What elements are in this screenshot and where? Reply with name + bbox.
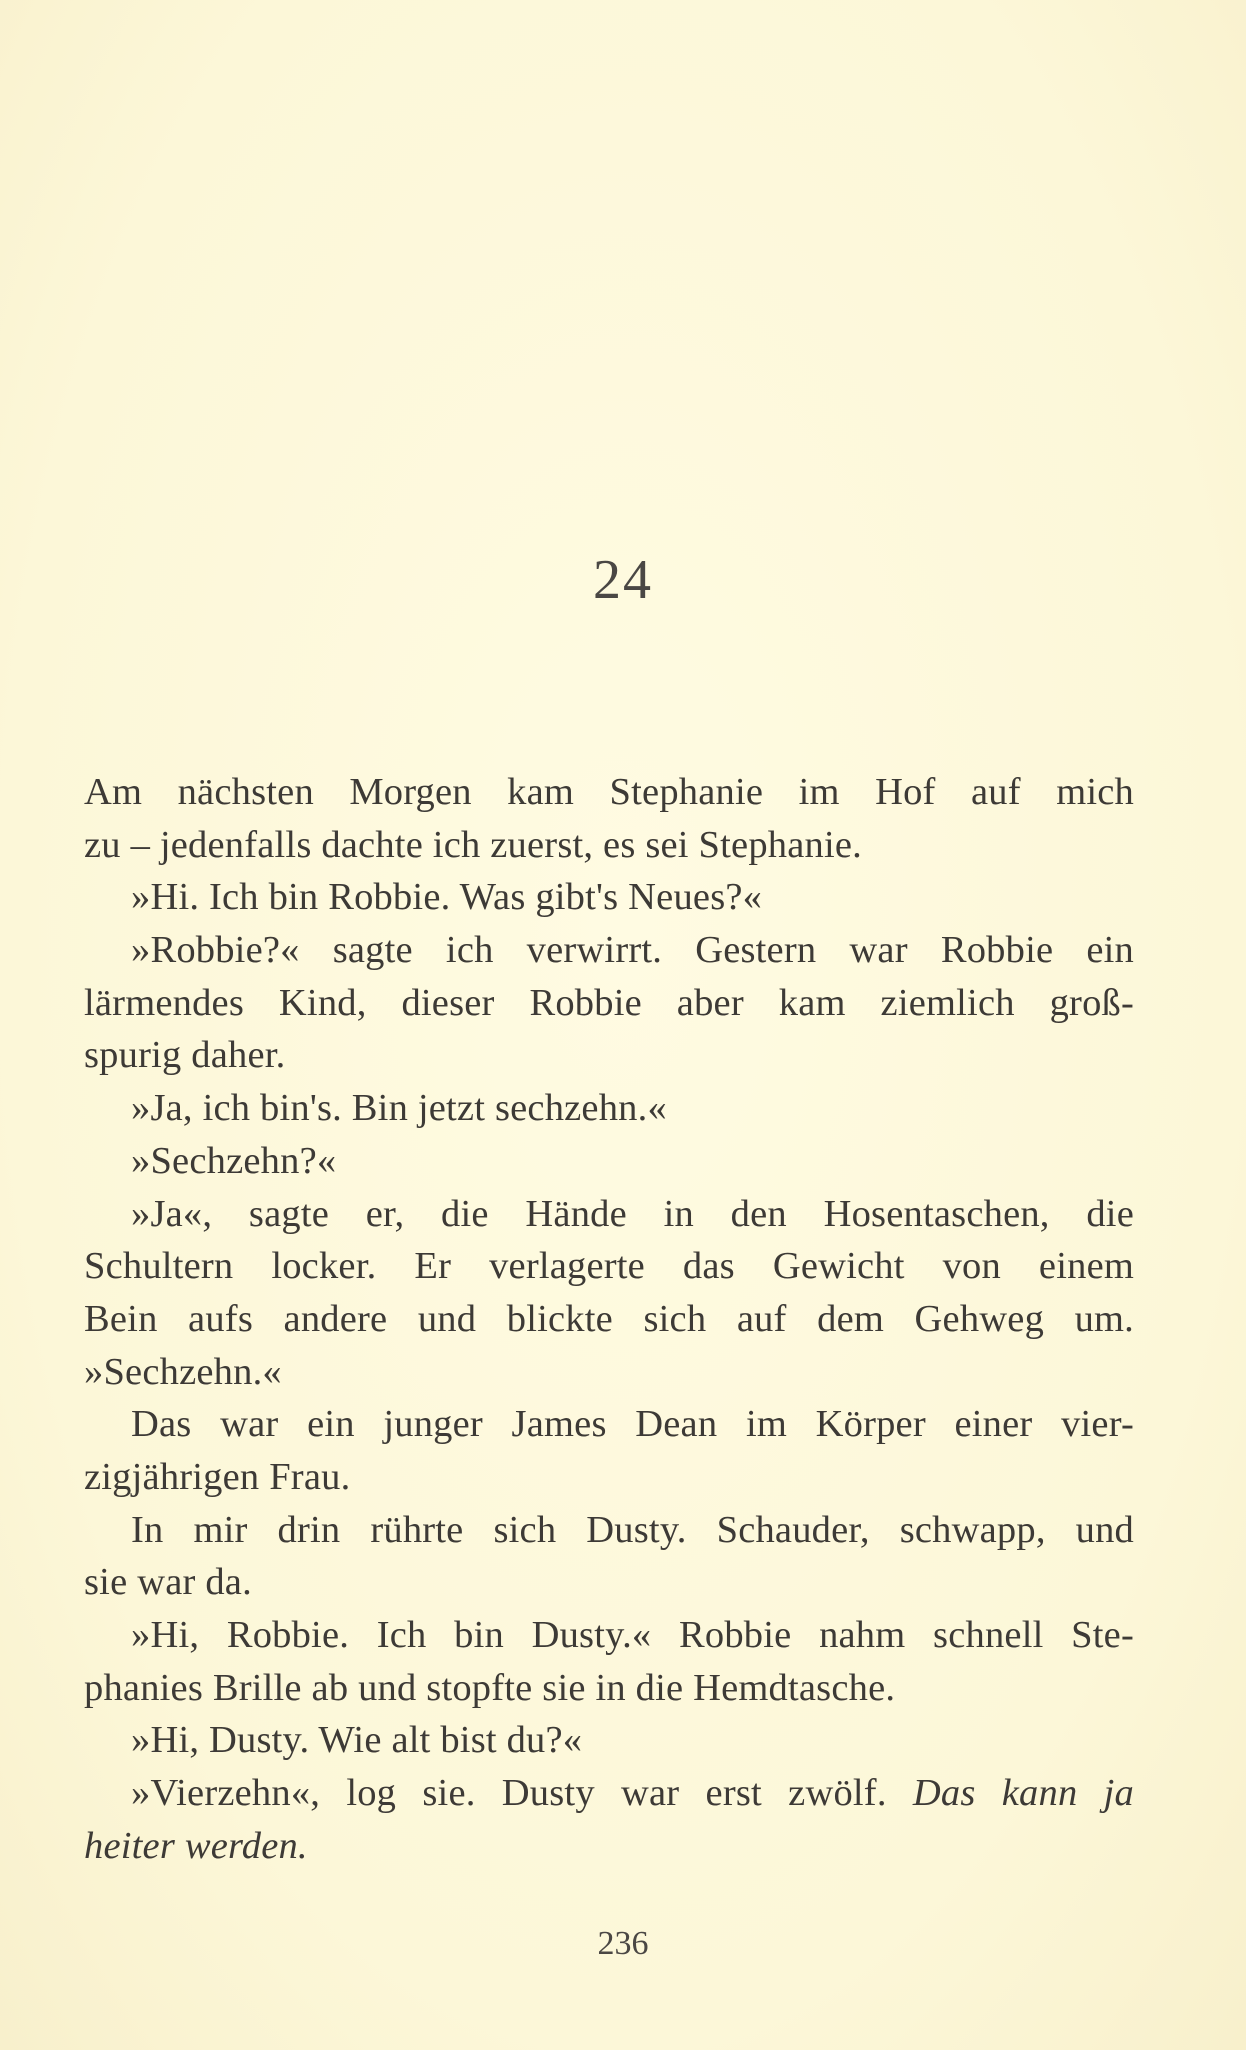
body-text [84,766,1134,1872]
text-line: zigjährigen Frau. [84,1455,351,1498]
text-line: »Ja, ich bin's. Bin jetzt sechzehn.« [131,1087,667,1130]
text-line: zu – jedenfalls dachte ich zuerst, es sei Stephanie. [84,823,862,866]
text-line: »Sechzehn.« [84,1350,282,1393]
chapter-number: 24 [593,549,653,611]
text-line: Am nächsten Morgen kam Stephanie im Hof auf mich [84,771,1134,813]
text-line: Das war ein junger James Dean im Körper einer vier- [131,1403,1134,1446]
text-line: »Hi, Dusty. Wie alt bist du?« [131,1719,583,1762]
text-line: »Ja«, sagte er, die Hände in den Hosentaschen, die [131,1192,1134,1235]
text-line: »Hi, Robbie. Ich bin Dusty.« Robbie nahm schnell Ste- [131,1614,1134,1656]
text-line: »Robbie?« sagte ich verwirrt. Gestern war Robbie ein [131,929,1134,972]
text-line: lärmendes Kind, dieser Robbie aber kam ziemlich groß- [84,981,1134,1024]
text-segment: »Vierzehn«, log sie. Dusty war erst zwölf. [131,1772,887,1815]
text-line: sie war da. [84,1561,252,1604]
text-line: spurig daher. [84,1034,286,1077]
text-line: »Sechzehn?« [131,1139,337,1182]
text-line [84,1820,1134,1873]
text-line [84,1767,1134,1820]
text-line: In mir drin rührte sich Dusty. Schauder, schwapp, und [131,1508,1134,1551]
page-number: 236 [597,1925,649,1962]
italic-text: Das kann ja [912,1772,1134,1815]
italic-text: heiter werden. [84,1824,308,1867]
text-line: »Hi. Ich bin Robbie. Was gibt's Neues?« [131,876,763,919]
text-line: Bein aufs andere und blickte sich auf dem Gehweg um. [84,1297,1134,1340]
text-line: Schultern locker. Er verlagerte das Gewicht von einem [84,1245,1134,1288]
text-line: phanies Brille ab und stopfte sie in die Hemdtasche. [84,1666,896,1709]
